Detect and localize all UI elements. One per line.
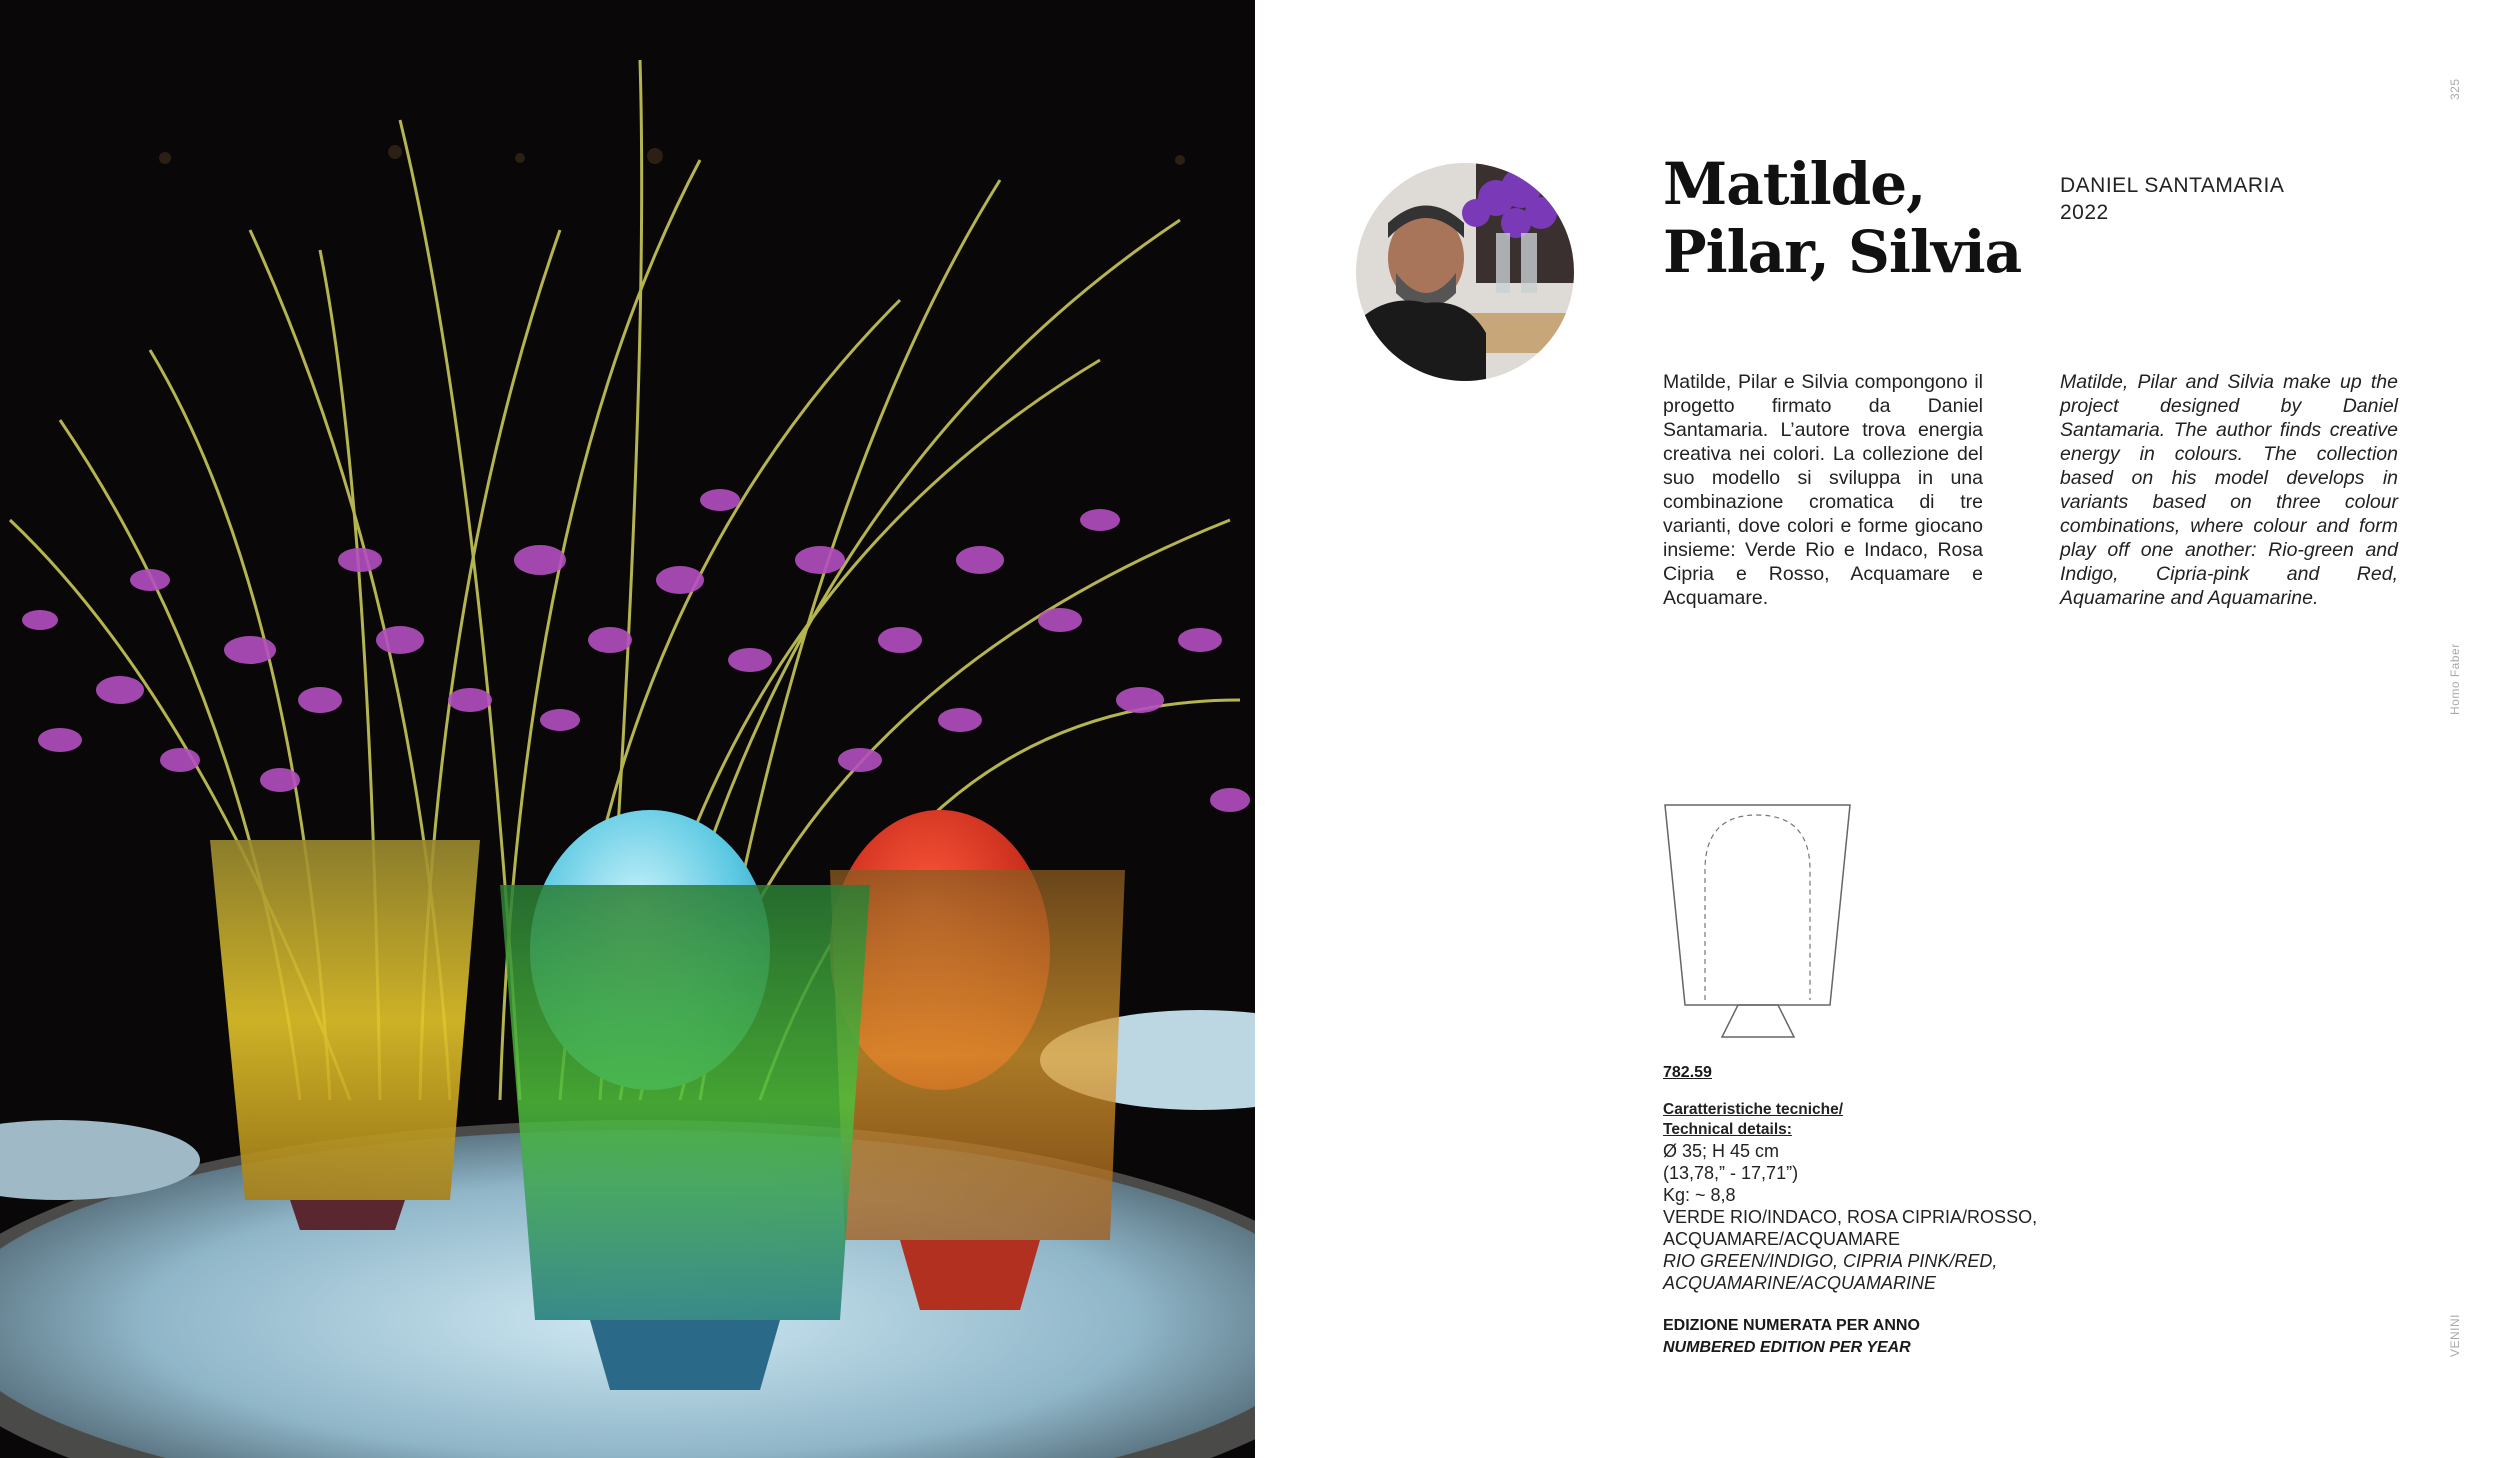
technical-drawing — [1660, 800, 1860, 1050]
description-english: Matilde, Pilar and Silvia make up the project designed by Daniel Santamaria. The author finds creative energy in colours. The collection based on his model develops in variants based on three colour combinations, where colour and form play off one another: Rio-green and Indigo, Cipria-pink and Red, Aquamarine and Aquamarine. — [2060, 371, 2398, 609]
colours-en-1: RIO GREEN/INDIGO, CIPRIA PINK/RED, — [1663, 1251, 1998, 1271]
title-line-2: Pilar, Silvia — [1663, 218, 2022, 286]
edition-info — [1663, 1315, 1920, 1359]
product-title — [1663, 150, 2083, 286]
edition-en: NUMBERED EDITION PER YEAR — [1663, 1339, 1911, 1356]
dimensions-inches: (13,78,” - 17,71”) — [1663, 1163, 1799, 1183]
technical-label-en: Technical details: — [1663, 1121, 1792, 1138]
title-line-1: Matilde, — [1663, 150, 1926, 218]
dimensions: Ø 35; H 45 cm — [1663, 1141, 1780, 1161]
side-label-book: Homo Faber — [2448, 643, 2462, 715]
author-name: DANIEL SANTAMARIA — [2060, 174, 2285, 197]
technical-label-it: Caratteristiche tecniche/ — [1663, 1101, 1844, 1118]
colours-en-2: ACQUAMARINE/ACQUAMARINE — [1663, 1273, 1937, 1293]
author-year: 2022 — [2060, 201, 2109, 224]
description-italian: Matilde, Pilar e Silvia compongono il progetto firmato da Daniel Santamaria. L’autore trova energia creativa nei colori. La collezione del suo modello si sviluppa in una combinazione cromatica di tre varianti, dove colori e forme giocano insieme: Verde Rio e Indaco, Rosa Cipria e Rosso, Acquamare e Acquamare. — [1663, 371, 1983, 609]
page-number: 325 — [2448, 78, 2462, 100]
author-portrait — [1356, 163, 1574, 381]
side-label-brand: VENINI — [2448, 1313, 2462, 1357]
author-block — [2060, 172, 2284, 226]
colours-it-2: ACQUAMARE/ACQUAMARE — [1663, 1229, 1901, 1249]
technical-details — [1663, 1100, 2163, 1294]
weight: Kg: ~ 8,8 — [1663, 1185, 1736, 1205]
product-code: 782.59 — [1663, 1064, 1712, 1081]
colours-it-1: VERDE RIO/INDACO, ROSA CIPRIA/ROSSO, — [1663, 1207, 2038, 1227]
edition-it: EDIZIONE NUMERATA PER ANNO — [1663, 1317, 1920, 1334]
